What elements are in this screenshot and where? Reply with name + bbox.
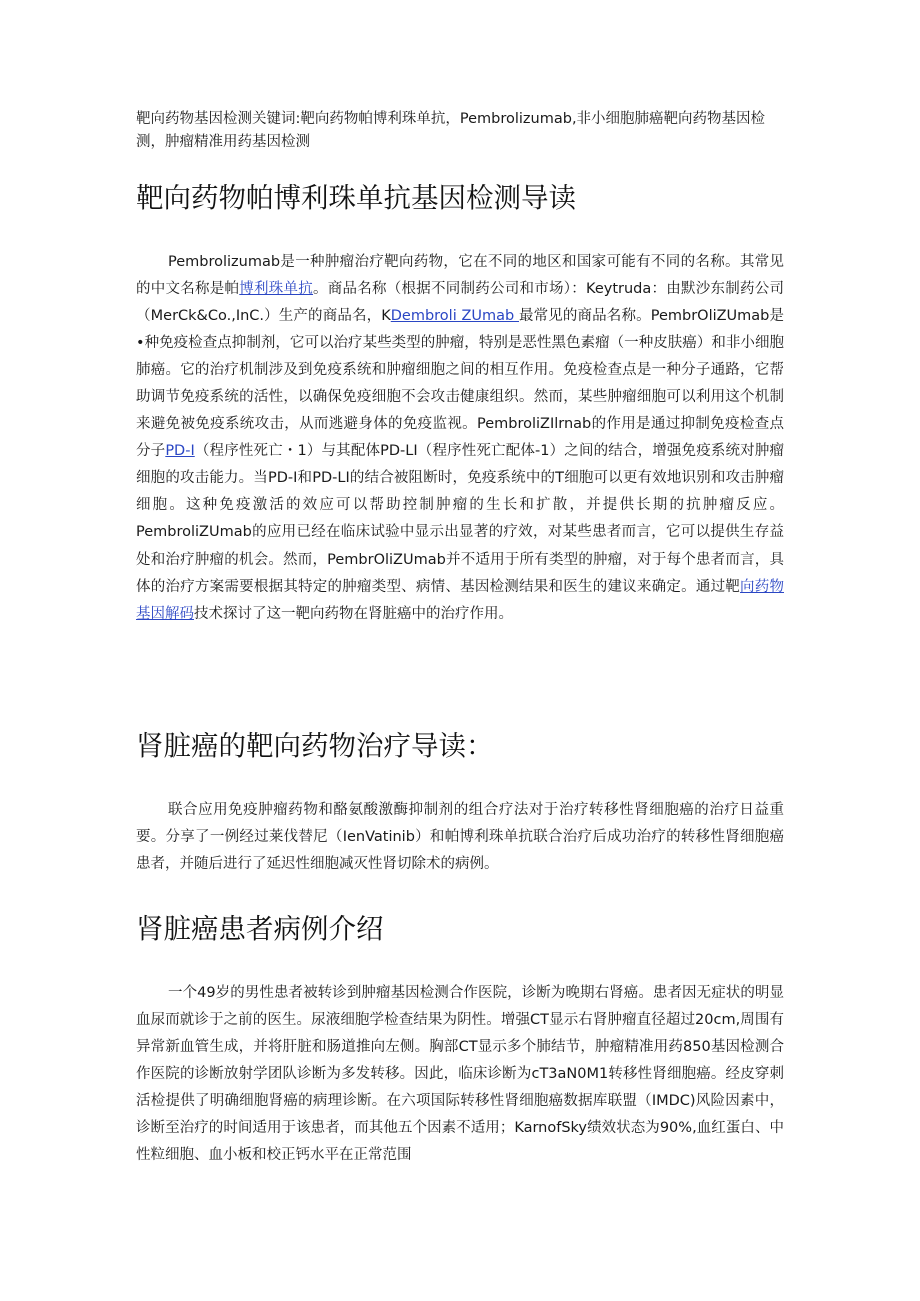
section-title-kidney-cancer-therapy: 肾脏癌的靶向药物治疗导读： [136,730,494,762]
case-report-paragraph: 一个49岁的男性患者被转诊到肿瘤基因检测合作医院，诊断为晚期右肾癌。患者因无症状的明显血尿而就诊于之前的医生。尿液细胞学检查结果为阴性。增强CT显示右肾肿瘤直径超过20cm,周围有异常新血管生成，并将肝脏和肠道推向左侧。胸部CT显示多个肺结节，肿瘤精准用药850基因检测合作医院的诊断放射学团队诊断为多发转移。因此，临床诊断为cT3aN0M1转移性肾细胞癌。经皮穿刺活检提供了明确细胞肾癌的病理诊断。在六项国际转移性肾细胞癌数据库联盟（IMDC)风险因素中，诊断至治疗的时间适用于该患者，而其他五个因素不适用；KarnofSky绩效状态为90%,血红蛋白、中性粒细胞、血小板和校正钙水平在正常范围 [136,985,784,1164]
keywords-line: 靶向药物基因检测关键词:靶向药物帕博利珠单抗，Pembrolizumab,非小细胞肺癌靶向药物基因检测，肿瘤精准用药基因检测 [136,111,766,150]
pembrolizumab-intro-paragraph: Pembrolizumab是一种肿瘤治疗靶向药物，它在不同的地区和国家可能有不同的名称。其常见的中文名称是帕博利珠单抗。商品名称（根据不同制药公司和市场）：Keytruda：由默沙东制药公司（MerCk&Co.,InC.）生产的商品名，KDembroli ZUmab 最常见的商品名称。PembrOliZUmab是•种免疫检查点抑制剂，它可以治疗某些类型的肿瘤，特别是恶性黑色素瘤（一种皮肤癌）和非小细胞肺癌。它的治疗机制涉及到免疫系统和肿瘤细胞之间的相互作用。免疫检查点是一种分子通路，它帮助调节免疫系统的活性，以确保免疫细胞不会攻击健康组织。然而，某些肿瘤细胞可以利用这个机制来避免被免疫系统攻击，从而逃避身体的免疫监视。PembroliZIlrnab的作用是通过抑制免疫检查点分子PD-I（程序性死亡・1）与其配体PD-LI（程序性死亡配体-1）之间的结合，增强免疫系统对肿瘤细胞的攻击能力。当PD-I和PD-LI的结合被阻断时，免疫系统中的T细胞可以更有效地识别和攻击肿瘤细胞。这种免疫激活的效应可以帮助控制肿瘤的生长和扩散，并提供长期的抗肿瘤反应。PembroliZUmab的应用已经在临床试验中显示出显著的疗效，对某些患者而言，它可以提供生存益处和治疗肿瘤的机会。然而，PembrOliZUmab并不适用于所有类型的肿瘤，对于每个患者而言，具体的治疗方案需要根据其特定的肿瘤类型、病情、基因检测结果和医生的建议来确定。通过靶向药物基因解码技术探讨了这一靶向药物在肾脏癌中的治疗作用。 [136,254,785,622]
link-gene-decoding[interactable]: 向药物基因解码 [136,578,784,622]
kidney-cancer-intro-paragraph: 联合应用免疫肿瘤药物和酪氨酸激酶抑制剂的组合疗法对于治疗转移性肾细胞癌的治疗日益重要。分享了一例经过莱伐替尼（IenVatinib）和帕博利珠单抗联合治疗后成功治疗的转移性肾细胞癌患者，并随后进行了延迟性细胞减灭性肾切除术的病例。 [136,802,784,873]
link-pd1[interactable]: PD-I [165,443,195,460]
link-pembrolizumab-name[interactable]: 博利珠单抗 [239,281,314,298]
link-pembrolizumab-brand[interactable]: Dembroli ZUmab [390,308,519,325]
section-title-pembrolizumab: 靶向药物帕博利珠单抗基因检测导读 [136,182,576,214]
section-title-case-report: 肾脏癌患者病例介绍 [136,913,384,945]
